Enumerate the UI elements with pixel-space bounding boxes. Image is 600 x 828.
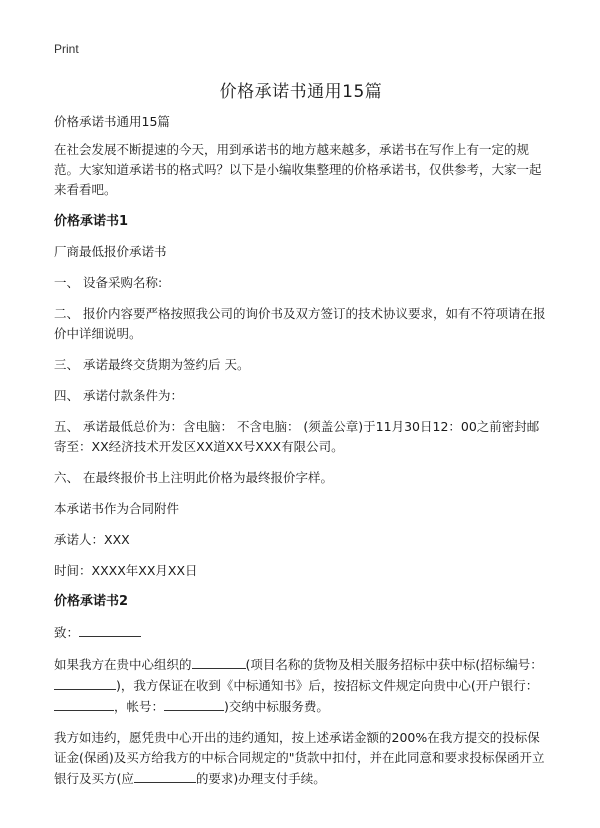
section-heading-2: 价格承诺书2: [54, 594, 129, 609]
commitment-text-d: ，帐号：: [114, 699, 165, 714]
commitment-text-b: (项目名称的货物及相关服务招标中获中标(招标编号：: [245, 657, 543, 672]
breach-text-a: 我方如违约，愿凭贵中心开出的违约通知，按上述承诺金额的200%在我方提交的投标保证金(保函)及买方给我方的中标合同规定的"货款中扣付，并在此同意和要求投标保函开立银行及买方(应: [54, 730, 545, 786]
commitment-paragraph: [54, 654, 548, 717]
promisor-line: 承诺人：XXX: [54, 532, 130, 547]
letter-title: 厂商最低报价承诺书: [54, 244, 167, 259]
clause-4: 四、 承诺付款条件为：: [54, 388, 183, 403]
bank-blank: [54, 696, 114, 711]
clause-2: 二、 报价内容要严格按照我公司的询价书及双方签订的技术协议要求，如有不符项请在报价中详细说明。: [54, 306, 546, 341]
print-label: Print: [54, 42, 79, 56]
to-prefix: 致：: [54, 625, 80, 640]
subtitle: 价格承诺书通用15篇: [54, 114, 170, 129]
breach-paragraph: [54, 728, 548, 789]
attachment-note: 本承诺书作为合同附件: [54, 501, 180, 516]
commitment-text-c: )，我方保证在收到《中标通知书》后，按招标文件规定向贵中心(开户银行：: [116, 678, 539, 693]
page-title: 价格承诺书通用15篇: [219, 82, 383, 102]
recipient-blank: [79, 622, 141, 637]
intro-paragraph: 在社会发展不断提速的今天，用到承诺书的地方越来越多，承诺书在写作上有一定的规范。大家知道承诺书的格式吗？以下是小编收集整理的价格承诺书，仅供参考，大家一起来看看吧。: [54, 142, 542, 197]
clause-6: 六、 在最终报价书上注明此价格为最终报价字样。: [54, 470, 333, 485]
to-line: [54, 622, 548, 643]
clause-3: 三、 承诺最终交货期为签约后 天。: [54, 357, 250, 372]
commitment-text-a: 如果我方在贵中心组织的: [54, 657, 192, 672]
bid-number-blank: [54, 675, 116, 690]
account-blank: [164, 696, 224, 711]
date-line: 时间：XXXX年XX月XX日: [54, 563, 198, 578]
breach-text-b: 的要求)办理支付手续。: [195, 771, 326, 786]
clause-5: 五、 承诺最低总价为：含电脑： 不含电脑： (须盖公章)于11月30日12：00之前密封邮寄至：XX经济技术开发区XX道XX号XXX有限公司。: [54, 419, 540, 454]
commitment-text-e: )交纳中标服务费。: [224, 699, 329, 714]
clause-1: 一、 设备采购名称:: [54, 275, 163, 290]
project-blank: [192, 654, 246, 669]
buyer-blank: [134, 768, 196, 783]
section-heading-1: 价格承诺书1: [54, 214, 129, 229]
